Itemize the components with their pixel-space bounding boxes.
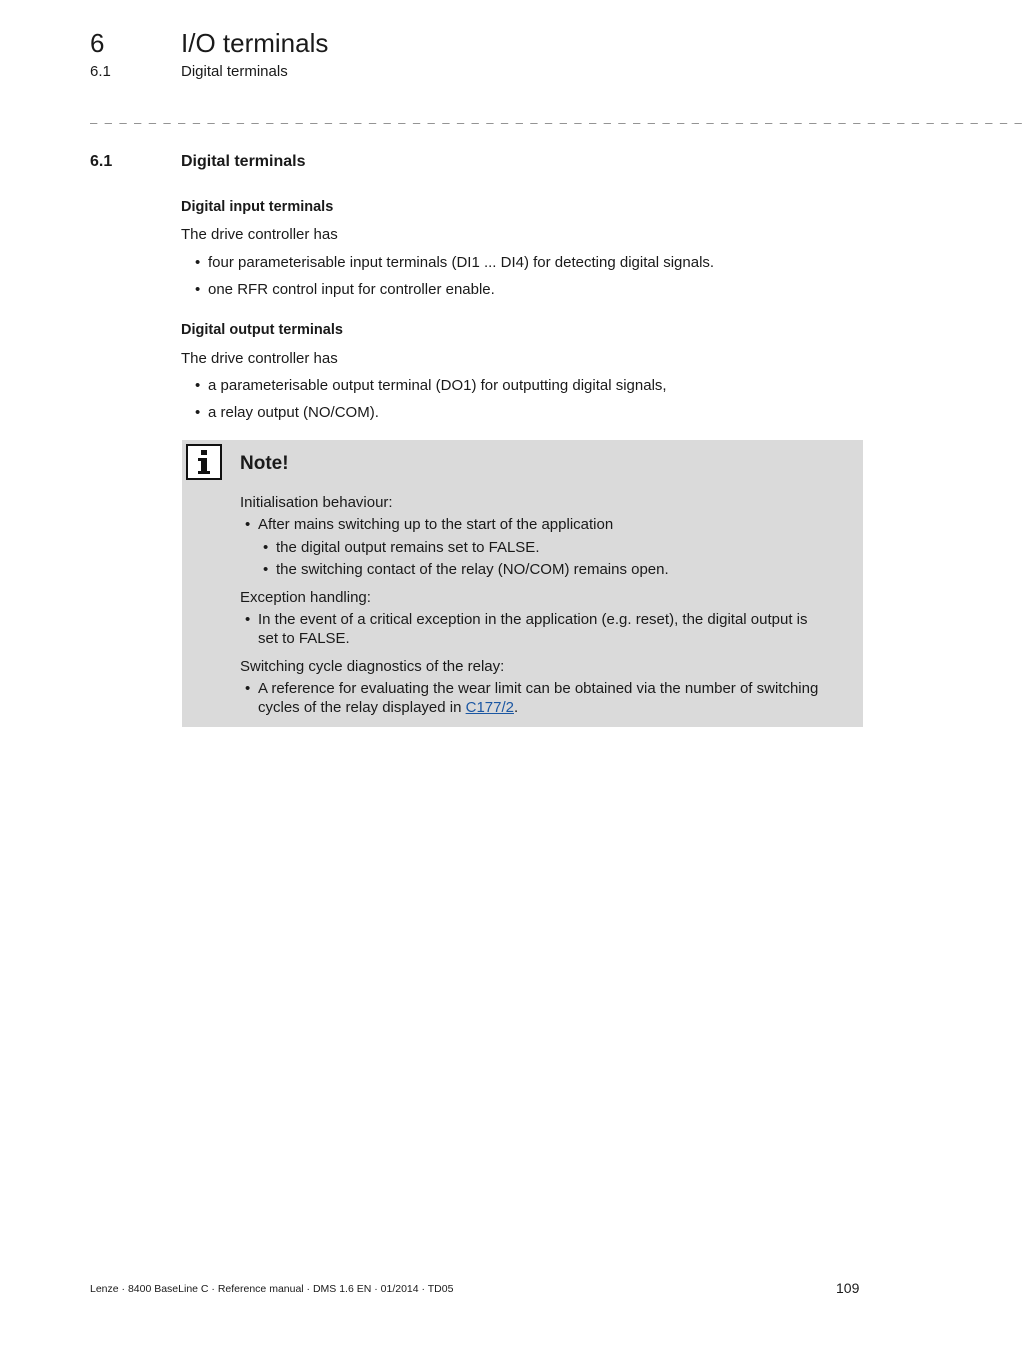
list-item-text: a parameterisable output terminal (DO1) for outputting digital signals, — [208, 377, 667, 394]
list-item — [195, 377, 667, 394]
chapter-title: I/O terminals — [181, 28, 329, 58]
header-separator: _ _ _ _ _ _ _ _ _ _ _ _ _ _ _ _ _ _ _ _ _ _ _ _ _ _ _ _ _ _ _ _ _ _ _ _ _ _ _ _ _ _ _ _ _ _ _ _ _ _ _ _ _ _ _ _ _ _ _ _ _ _ _ _ — [90, 110, 1022, 124]
note-exception-continuation: set to FALSE. — [258, 630, 350, 647]
list-item — [195, 254, 715, 271]
list-item — [195, 404, 379, 421]
output-terminals-intro: The drive controller has — [181, 350, 338, 367]
list-item — [263, 539, 540, 556]
input-terminals-heading: Digital input terminals — [181, 199, 334, 215]
bullet-icon: • — [263, 539, 269, 556]
list-item — [245, 516, 614, 533]
input-terminals-intro: The drive controller has — [181, 226, 338, 243]
note-init-label: Initialisation behaviour: — [240, 494, 393, 511]
footer-document-info: Lenze · 8400 BaseLine C · Reference manual · DMS 1.6 EN · 01/2014 · TD05 — [90, 1283, 454, 1295]
bullet-icon: • — [195, 377, 201, 394]
page-number: 109 — [836, 1280, 860, 1296]
bullet-icon: • — [263, 561, 269, 578]
list-item-text: the digital output remains set to FALSE. — [276, 539, 540, 556]
list-item — [245, 611, 808, 628]
chapter-number: 6 — [90, 28, 105, 58]
info-icon — [186, 444, 222, 480]
bullet-icon: • — [245, 611, 251, 628]
list-item-text: A reference for evaluating the wear limit can be obtained via the number of switching — [258, 680, 819, 697]
list-item — [263, 561, 669, 578]
bullet-icon: • — [195, 254, 201, 271]
list-item-text: the switching contact of the relay (NO/COM) remains open. — [276, 561, 669, 578]
section-title: Digital terminals — [181, 153, 306, 170]
list-item-text: one RFR control input for controller enable. — [208, 281, 495, 298]
bullet-icon: • — [245, 516, 251, 533]
header-section-title: Digital terminals — [181, 63, 288, 80]
bullet-icon: • — [195, 281, 201, 298]
list-item-text: four parameterisable input terminals (DI1 ... DI4) for detecting digital signals. — [208, 254, 715, 271]
list-item — [195, 281, 495, 298]
bullet-icon: • — [195, 404, 201, 421]
note-title: Note! — [240, 453, 289, 474]
output-terminals-heading: Digital output terminals — [181, 322, 343, 338]
list-item-text: After mains switching up to the start of the application — [258, 516, 614, 533]
section-number: 6.1 — [90, 153, 113, 170]
bullet-icon: • — [245, 680, 251, 697]
note-diagnostics-continuation — [258, 699, 518, 716]
note-exception-label: Exception handling: — [240, 589, 371, 606]
list-item — [245, 680, 819, 697]
note-diagnostics-label: Switching cycle diagnostics of the relay: — [240, 658, 505, 675]
diag-text-suffix: . — [513, 699, 519, 716]
header-section-number: 6.1 — [90, 63, 111, 80]
list-item-text: a relay output (NO/COM). — [208, 404, 379, 421]
c177-2-link[interactable]: C177/2 — [465, 699, 514, 716]
diag-text-prefix: cycles of the relay displayed in — [258, 699, 466, 716]
list-item-text: In the event of a critical exception in the application (e.g. reset), the digital output is — [258, 611, 808, 628]
